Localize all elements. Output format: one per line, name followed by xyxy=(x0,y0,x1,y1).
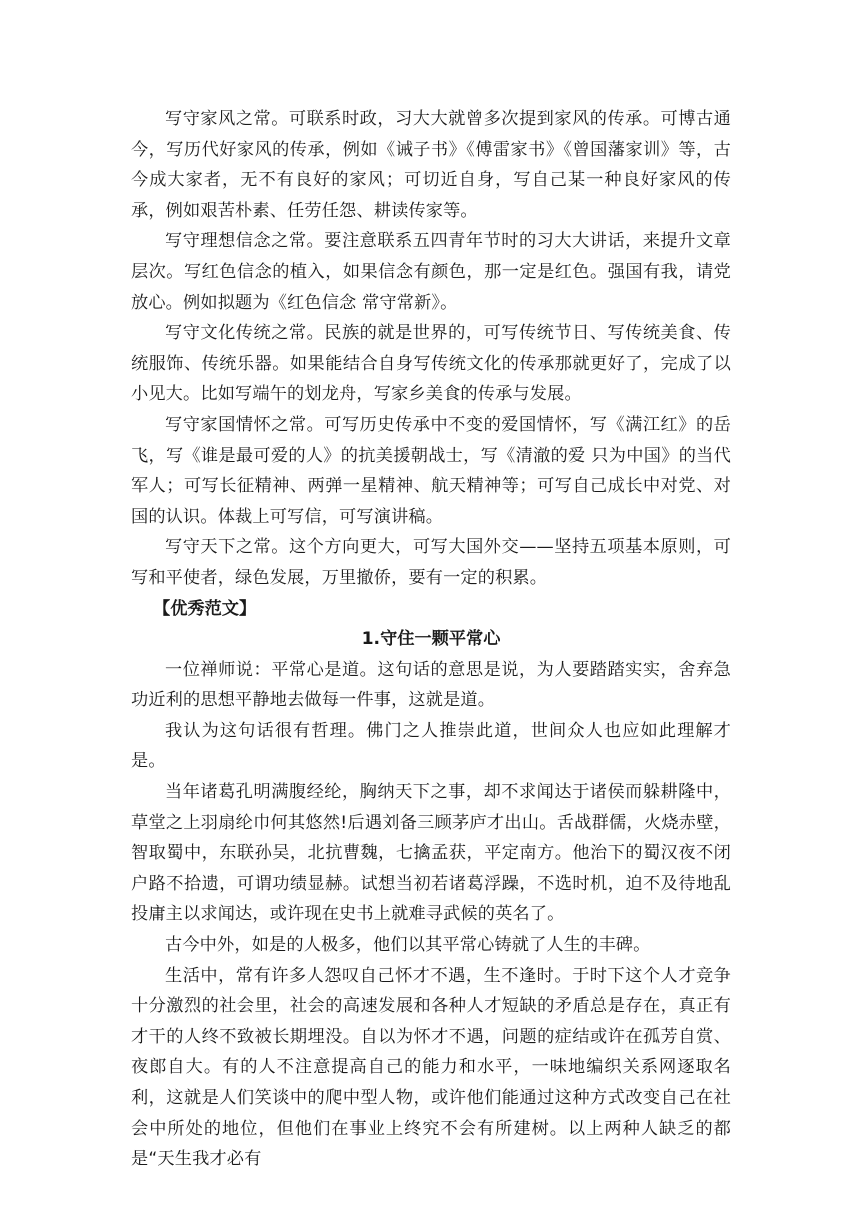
essay-paragraph: 当年诸葛孔明满腹经纶，胸纳天下之事，却不求闻达于诸侯而躲耕隆中，草堂之上羽扇纶巾何其悠然!后遇刘备三顾茅庐才出山。舌战群儒，火烧赤壁，智取蜀中，东联孙吴，北抗曹魏，七擒孟获，平定南方。他治下的蜀汉夜不闭户路不拾遗，可谓功绩显赫。试想当初若诸葛浮躁，不选时机，迫不及待地乱投庸主以求闻达，或许现在史书上就难寻武候的英名了。 xyxy=(131,782,731,925)
essay-paragraph: 古今中外，如是的人极多，他们以其平常心铸就了人生的丰碑。 xyxy=(165,935,651,956)
paragraph-family-tradition: 写守家风之常。可联系时政，习大大就曾多次提到家风的传承。可博古通今，写历代好家风的传承，例如《诫子书》《傅雷家书》《曾国藩家训》等，古今成大家者，无不有良好的家风；可切近自身，写自己某一种良好家风的传承，例如艰苦朴素、任劳任怨、耕读传家等。 xyxy=(131,109,731,221)
essay-paragraph: 我认为这句话很有哲理。佛门之人推崇此道，世间众人也应如此理解才是。 xyxy=(131,720,731,772)
essay-paragraph: 一位禅师说：平常心是道。这句话的意思是说，为人要踏踏实实，舍弃急功近利的思想平静地去做每一件事，这就是道。 xyxy=(131,659,731,711)
paragraph-ideals-beliefs: 写守理想信念之常。要注意联系五四青年节时的习大大讲话，来提升文章层次。写红色信念的植入，如果信念有颜色，那一定是红色。强国有我，请党放心。例如拟题为《红色信念 常守常新》。 xyxy=(131,231,731,313)
paragraph-world-affairs: 写守天下之常。这个方向更大，可写大国外交——坚持五项基本原则，可写和平使者，绿色发展，万里撤侨，要有一定的积累。 xyxy=(131,537,731,588)
document-page xyxy=(131,104,731,1175)
section-label: 【优秀范文】 xyxy=(153,598,257,619)
paragraph-patriotism: 写守家国情怀之常。可写历史传承中不变的爱国情怀，写《满江红》的岳飞，写《谁是最可爱的人》的抗美援朝战士，写《清澈的爱 只为中国》的当代军人；可写长征精神、两弹一星精神、航天精神等；可写自己成长中对党、对国的认识。体裁上可写信，可写演讲稿。 xyxy=(131,414,731,527)
paragraph-cultural-tradition: 写守文化传统之常。民族的就是世界的，可写传统节日、写传统美食、传统服饰、传统乐器。如果能结合自身写传统文化的传承那就更好了，完成了以小见大。比如写端午的划龙舟，写家乡美食的传承与发展。 xyxy=(131,323,731,405)
essay-title: 1.守住一颗平常心 xyxy=(361,629,501,650)
essay-paragraph: 生活中，常有许多人怨叹自己怀才不遇，生不逢时。于时下这个人才竞争十分激烈的社会里，社会的高速发展和各种人才短缺的矛盾总是存在，真正有才干的人终不致被长期埋没。自以为怀才不遇，问题的症结或许在孤芳自赏、夜郎自大。有的人不注意提高自己的能力和水平，一味地编织关系网逐取名利，这就是人们笑谈中的爬中型人物，或许他们能通过这种方式改变自己在社会中所处的地位，但他们在事业上终究不会有所建树。以上两种人缺乏的都是“天生我才必有 xyxy=(131,965,731,1170)
